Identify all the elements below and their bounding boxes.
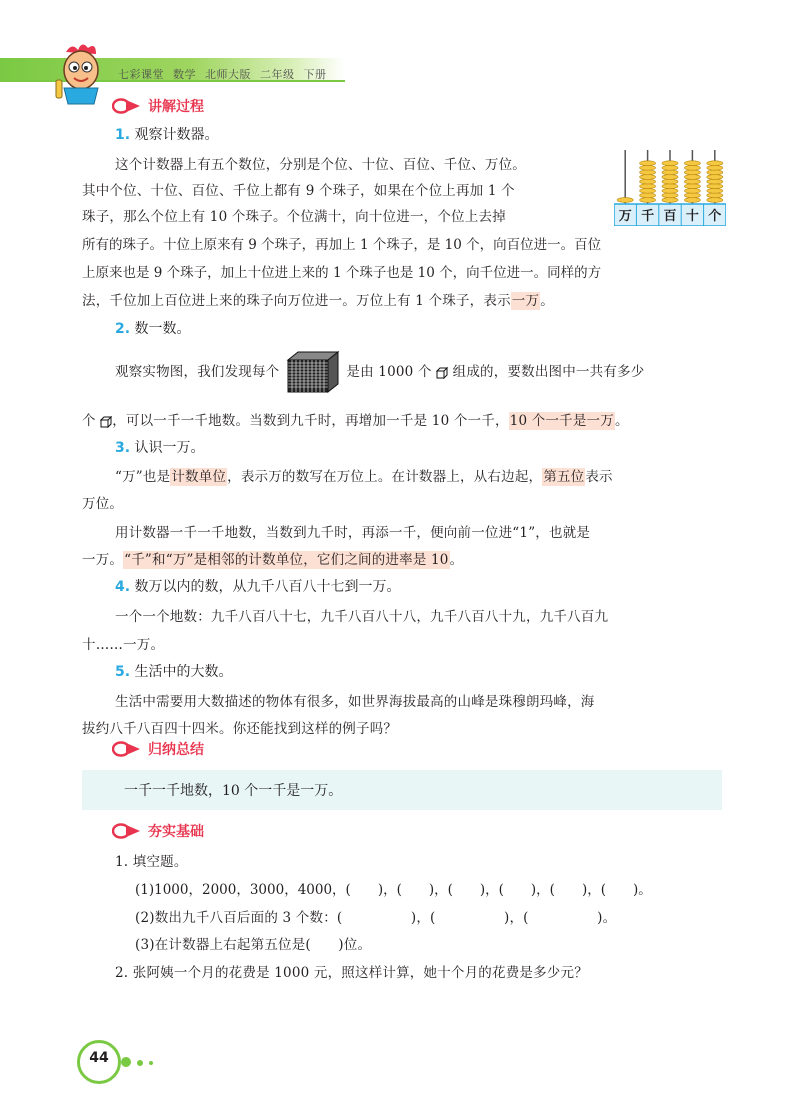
abacus-bead: [707, 188, 723, 193]
abacus-place-label: 十: [685, 209, 699, 224]
summary-text: 一千一千地数，10 个一千是一万。: [124, 783, 343, 799]
part1-number: 1.: [115, 127, 131, 143]
abacus-bead: [640, 179, 656, 184]
part3-line1-highlight1: 计数单位: [171, 469, 227, 485]
abacus-bead: [684, 175, 700, 180]
part1-title: 观察计数器。: [134, 127, 219, 143]
abacus-figure: [614, 150, 726, 226]
abacus-bead: [707, 179, 723, 184]
abacus-bead: [707, 198, 723, 203]
abacus-bead: [662, 179, 678, 184]
small-cube-icon: [436, 367, 448, 379]
part3-line4: [82, 548, 463, 568]
small-cube-icon: [100, 416, 112, 428]
part5-line1: 生活中需要用大数描述的物体有很多，如世界海拔最高的山峰是珠穆朗玛峰，海: [115, 694, 595, 710]
abacus-place-label: 千: [641, 209, 655, 224]
abacus-bead: [684, 188, 700, 193]
header-title: [118, 66, 336, 82]
part3-line1-a: “万”也是: [115, 469, 171, 485]
abacus-bead: [640, 184, 656, 189]
abacus-bead: [640, 198, 656, 203]
abacus-bead: [640, 175, 656, 180]
abacus-bead: [684, 184, 700, 189]
section-summary-label: 归纳总结: [148, 742, 204, 758]
part4-number: 4.: [115, 579, 131, 595]
page-dot-small: [149, 1061, 153, 1065]
header-grade: 二年级: [260, 68, 295, 81]
part5-title: 生活中的大数。: [134, 664, 233, 680]
part4-heading: [115, 576, 401, 596]
part2-line1-c: 组成的，要数出图中一共有多少: [452, 364, 645, 380]
header-volume: 下册: [303, 68, 327, 81]
abacus-place-label: 百: [663, 209, 677, 224]
header-edition: 北师大版: [205, 68, 251, 81]
abacus-bead: [662, 198, 678, 203]
abacus-bead: [662, 170, 678, 175]
abacus-bead: [707, 193, 723, 198]
abacus-bead: [617, 198, 633, 203]
abacus-bead: [684, 161, 700, 166]
header-series: 七彩课堂: [118, 68, 164, 81]
abacus-bead: [640, 165, 656, 170]
exercise-q2: 2. 张阿姨一个月的花费是 1000 元，照这样计算，她十个月的花费是多少元？: [115, 965, 588, 981]
part1-line6-text: 法，千位加上百位进上来的珠子向万位进一。万位上有 1 个珠子，表示: [82, 293, 511, 309]
part1-line2: 其中个位、十位、百位、千位上都有 9 个珠子，如果在个位上再加 1 个: [82, 183, 515, 199]
mascot-icon: [52, 40, 108, 106]
abacus-bead: [640, 170, 656, 175]
part3-heading: [115, 437, 205, 457]
page-dot-medium: [137, 1060, 143, 1066]
part3-line4-end: 。: [449, 552, 464, 568]
part2-line2-b: ，可以一千一千地数。当数到九千时，再增加一千是 10 个一千，: [112, 413, 509, 429]
part3-line4-a: 一万。: [82, 552, 124, 568]
abacus-bead: [662, 161, 678, 166]
part5-number: 5.: [115, 664, 131, 680]
abacus-bead: [640, 193, 656, 198]
abacus-bead: [662, 175, 678, 180]
part4-title: 数万以内的数，从九千八百八十七到一万。: [134, 579, 401, 595]
abacus-bead: [684, 165, 700, 170]
part1-line4: 所有的珠子。十位上原来有 9 个珠子，再加上 1 个珠子，是 10 个，向百位进一。百位: [82, 237, 602, 253]
abacus-bead: [707, 161, 723, 166]
part2-line2-end: 。: [614, 413, 629, 429]
exercise-q1-1: (1)1000，2000，3000，4000，( )，( )，( )，( )，( )，( )。: [135, 882, 652, 898]
abacus-place-label: 万: [618, 209, 632, 224]
part2-line1-a: 观察实物图，我们发现每个: [115, 364, 280, 380]
abacus-bead: [640, 161, 656, 166]
exercise-q1: 1. 填空题。: [115, 854, 188, 870]
abacus-bead: [707, 175, 723, 180]
abacus-place-label: 个: [708, 209, 722, 224]
part3-line1-b: ，表示万的数写在万位上。在计数器上，从右边起，: [227, 469, 543, 485]
part1-line6: [82, 289, 554, 309]
thousand-cube-icon: [286, 350, 340, 394]
section-explain-label: 讲解过程: [148, 99, 204, 115]
section-arrow-icon: [112, 98, 142, 114]
page-dot-large: [121, 1057, 131, 1067]
header-subject: 数学: [173, 68, 196, 81]
part2-number: 2.: [115, 321, 131, 337]
section-summary: [112, 738, 204, 760]
abacus-bead: [707, 165, 723, 170]
part5-line2: 拔约八千八百四十四米。你还能找到这样的例子吗？: [82, 721, 398, 737]
part3-line3: 用计数器一千一千地数，当数到九千时，再添一千，便向前一位进“1”，也就是: [115, 525, 591, 541]
abacus-bead: [684, 170, 700, 175]
abacus-bead: [707, 170, 723, 175]
part2-title: 数一数。: [134, 321, 191, 337]
part1-line1: 这个计数器上有五个数位，分别是个位、十位、百位、千位、万位。: [115, 157, 526, 173]
part4-line1: 一个一个地数：九千八百八十七，九千八百八十八，九千八百八十九，九千八百九: [115, 609, 609, 625]
part3-line1: [115, 465, 613, 485]
abacus-bead: [684, 179, 700, 184]
abacus-bead: [662, 184, 678, 189]
part3-line1-highlight2: 第五位: [543, 469, 585, 485]
section-explain: [112, 95, 204, 117]
section-arrow-icon: [112, 741, 142, 757]
part3-number: 3.: [115, 440, 131, 456]
section-arrow-icon: [112, 823, 142, 839]
exercise-q1-3: (3)在计数器上右起第五位是( )位。: [135, 937, 372, 953]
part4-line2: 十……一万。: [82, 637, 165, 653]
part3-line4-highlight: “千”和“万”是相邻的计数单位，它们之间的进率是 10: [124, 552, 449, 568]
part1-line5: 上原来也是 9 个珠子，加上十位进上来的 1 个珠子也是 10 个，向千位进一。同样的方: [82, 265, 602, 281]
part5-heading: [115, 661, 233, 681]
abacus-bead: [662, 193, 678, 198]
part3-title: 认识一万。: [134, 440, 205, 456]
part3-line2: 万位。: [82, 496, 124, 512]
section-practice-label: 夯实基础: [148, 824, 204, 840]
part2-heading: [115, 318, 191, 338]
part1-heading: [115, 124, 219, 144]
page-number: 44: [89, 1050, 109, 1066]
abacus-bead: [684, 198, 700, 203]
part2-line2: [82, 409, 629, 429]
part2-line1-b: 是由 1000 个: [346, 364, 432, 380]
abacus-bead: [640, 188, 656, 193]
part1-line6-highlight: 一万: [511, 293, 540, 309]
abacus-bead: [662, 165, 678, 170]
abacus-bead: [662, 188, 678, 193]
part2-line2-highlight: 10 个一千是一万: [509, 413, 614, 429]
part2-line2-a: 个: [82, 413, 96, 429]
exercise-q1-2: (2)数出九千八百后面的 3 个数：( )，( )，( )。: [135, 910, 617, 926]
part3-line1-c: 表示: [585, 469, 613, 485]
part1-line3: 珠子，那么个位上有 10 个珠子。个位满十，向十位进一，个位上去掉: [82, 209, 506, 225]
section-practice: [112, 820, 204, 842]
part2-line1: [115, 360, 644, 380]
abacus-bead: [684, 193, 700, 198]
part1-line6-end: 。: [540, 293, 554, 309]
abacus-bead: [707, 184, 723, 189]
